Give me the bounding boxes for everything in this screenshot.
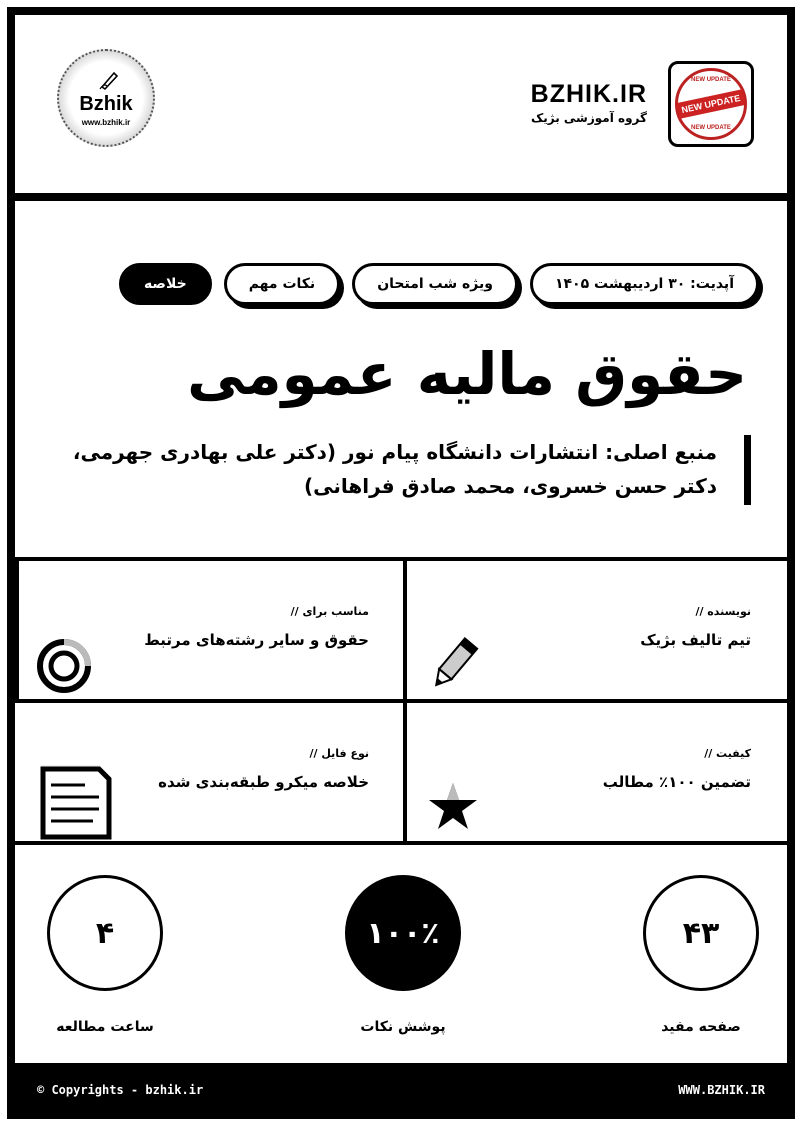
audience-value: حقوق و سایر رشته‌های مرتبط — [144, 631, 369, 649]
source-accent-bar — [744, 435, 751, 505]
pill-key-points[interactable]: نکات مهم — [224, 263, 341, 305]
pill-update-date[interactable]: آپدیت: ۳۰ اردیبهشت ۱۴۰۵ — [530, 263, 759, 305]
star-icon — [425, 779, 481, 835]
pencil-icon — [423, 635, 483, 695]
pages-count-circle: ۴۳ — [643, 875, 759, 991]
page-frame — [7, 7, 795, 1119]
grid-divider-left — [15, 557, 19, 701]
author-value: تیم تالیف بژیک — [640, 631, 751, 649]
logo-url: www.bzhik.ir — [81, 118, 131, 127]
quality-value: تضمین ۱۰۰٪ مطالب — [602, 773, 751, 791]
coverage-label: پوشش نکات — [360, 1019, 446, 1035]
tag-pills — [119, 263, 759, 305]
audience-label: مناسب برای // — [290, 605, 369, 618]
pages-label: صفحه مفید — [661, 1019, 741, 1035]
source-text: منبع اصلی: انتشارات دانشگاه پیام نور (دکتر علی بهادری جهرمی، دکتر حسن خسروی، محمد صادق فراهانی) — [72, 440, 717, 498]
new-update-badge — [668, 61, 754, 147]
logo-text: Bzhik — [79, 93, 133, 115]
stamp-ring-top: NEW UPDATE — [691, 77, 731, 83]
brand-name[interactable]: BZHIK.IR — [530, 80, 647, 108]
pill-exam-night[interactable]: ویژه شب امتحان — [352, 263, 518, 305]
page-title: حقوق مالیه عمومی — [187, 340, 747, 408]
stamp-ring-bottom: NEW UPDATE — [691, 125, 731, 131]
filetype-label: نوع فایل // — [309, 747, 369, 760]
grid-divider-bottom — [15, 841, 787, 845]
grid-divider-middle — [15, 699, 787, 703]
study-hours-label: ساعت مطالعه — [56, 1019, 154, 1035]
stamp-icon — [675, 68, 747, 140]
copyright-text: © Copyrights - bzhik.ir — [37, 1083, 204, 1097]
grid-divider-top — [15, 557, 787, 561]
filetype-value: خلاصه میکرو طبقه‌بندی شده — [158, 773, 369, 791]
pill-summary[interactable]: خلاصه — [119, 263, 212, 305]
study-hours-circle: ۴ — [47, 875, 163, 991]
document-icon — [33, 763, 115, 841]
author-label: نویسنده // — [695, 605, 751, 618]
stamp-band: NEW UPDATE — [676, 89, 746, 119]
grid-divider-vertical — [403, 557, 407, 845]
pen-icon — [98, 69, 120, 91]
quality-label: کیفیت // — [704, 747, 751, 760]
coverage-circle: ۱۰۰٪ — [345, 875, 461, 991]
brand-subtitle: گروه آموزشی بژیک — [530, 111, 647, 125]
header-divider — [15, 193, 787, 201]
site-link[interactable]: WWW.BZHIK.IR — [678, 1083, 765, 1097]
target-icon — [35, 637, 93, 695]
footer — [15, 1063, 787, 1119]
